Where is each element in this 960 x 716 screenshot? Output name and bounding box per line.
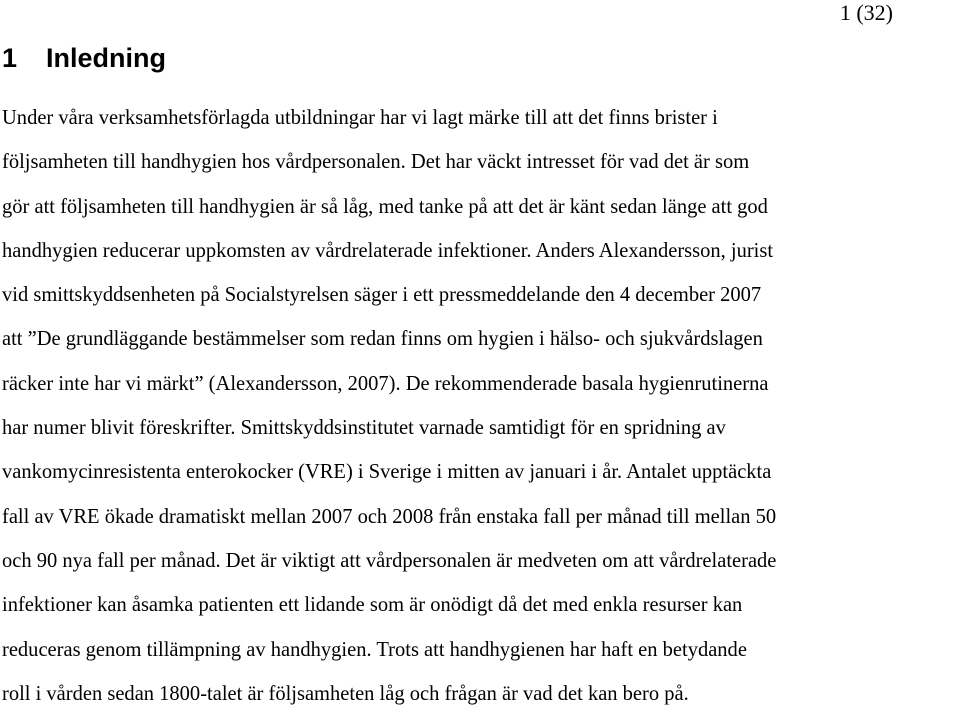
body-paragraph bbox=[2, 96, 960, 716]
paragraph-line: att ”De grundläggande bestämmelser som redan finns om hygien i hälso- och sjukvårdslagen bbox=[2, 328, 763, 351]
paragraph-line: handhygien reducerar uppkomsten av vårdrelaterade infektioner. Anders Alexandersson, jurist bbox=[2, 239, 774, 262]
paragraph-line: reduceras genom tillämpning av handhygien. Trots att handhygienen har haft en betydande bbox=[2, 638, 747, 661]
paragraph-line: fall av VRE ökade dramatiskt mellan 2007 och 2008 från enstaka fall per månad till mellan 50 bbox=[2, 505, 777, 528]
paragraph-line: har numer blivit föreskrifter. Smittskyddsinstitutet varnade samtidigt för en spridning av bbox=[2, 417, 726, 440]
paragraph-line: gör att följsamheten till handhygien är så låg, med tanke på att det är känt sedan länge att god bbox=[2, 195, 768, 218]
paragraph-line: räcker inte har vi märkt” (Alexandersson, 2007). De rekommenderade basala hygienrutinerna bbox=[2, 372, 769, 395]
paragraph-line: vid smittskyddsenheten på Socialstyrelsen säger i ett pressmeddelande den 4 december 2007 bbox=[2, 284, 762, 307]
paragraph-line: vankomycinresistenta enterokocker (VRE) i Sverige i mitten av januari i år. Antalet upptäckta bbox=[2, 461, 772, 484]
paragraph-line: roll i vården sedan 1800-talet är följsamheten låg och frågan är vad det kan bero på. bbox=[2, 682, 689, 705]
page-number: 1 (32) bbox=[839, 0, 893, 25]
section-heading bbox=[2, 40, 166, 76]
section-number: 1 bbox=[2, 43, 18, 73]
paragraph-line: följsamheten till handhygien hos vårdpersonalen. Det har väckt intresset för vad det är som bbox=[2, 151, 750, 174]
paragraph-line: Under våra verksamhetsförlagda utbildningar har vi lagt märke till att det finns brister i bbox=[2, 107, 718, 129]
section-title: Inledning bbox=[46, 43, 166, 73]
paragraph-line: infektioner kan åsamka patienten ett lidande som är onödigt då det med enkla resurser kan bbox=[2, 594, 743, 617]
paragraph-line: och 90 nya fall per månad. Det är viktigt att vårdpersonalen är medveten om att vårdrelaterade bbox=[2, 549, 777, 572]
